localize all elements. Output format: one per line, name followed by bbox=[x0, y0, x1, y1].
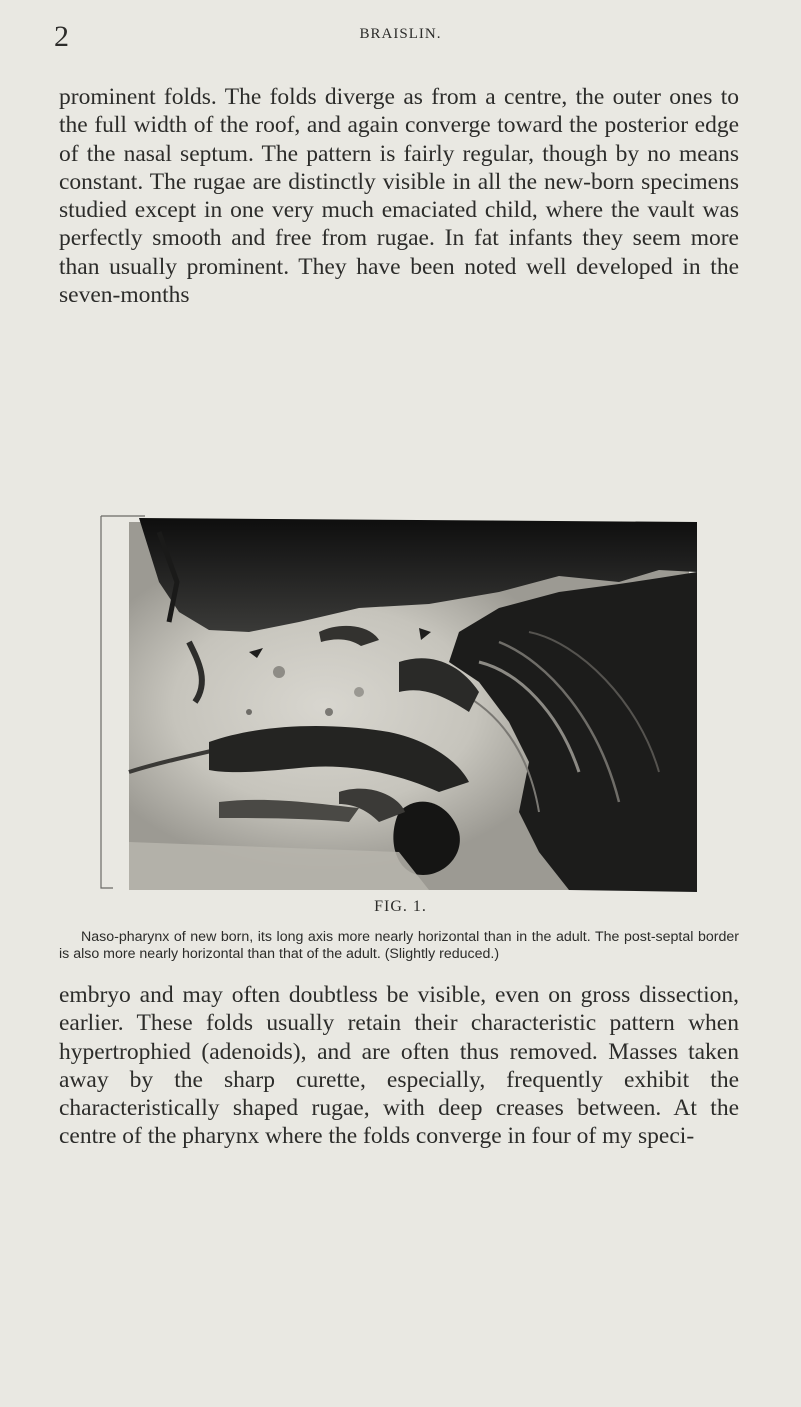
figure-label: FIG. 1. bbox=[374, 898, 427, 915]
body-paragraph-2: embryo and may often doubtless be visible, even on gross dissection, earlier. These folds usually retain their characteristic pattern when hypertrophied (adenoids), and are often thus removed. Masses taken away by the sharp curette, especially, frequently exhibit the characteristically shaped rugae, with deep creases between. At the centre of the pharynx where the folds converge in four of my speci- bbox=[59, 982, 739, 1150]
running-head: BRAISLIN. bbox=[359, 26, 442, 42]
page-number: 2 bbox=[54, 20, 69, 53]
figure-photograph bbox=[99, 512, 699, 892]
naso-pharynx-photograph bbox=[99, 512, 699, 892]
figure-caption bbox=[59, 929, 739, 963]
figure-caption-text: Naso-pharynx of new born, its long axis more nearly horizontal than in the adult. The post-septal border is also more nearly horizontal than that of the adult. (Slightly reduced.) bbox=[59, 929, 739, 962]
body-paragraph-1: prominent folds. The folds diverge as from a centre, the outer ones to the full width of the roof, and again converge toward the posterior edge of the nasal septum. The pattern is fairly regular, though by no means constant. The rugae are distinctly visible in all the new-born specimens studied except in one very much emaciated child, where the vault was perfectly smooth and free from rugae. In fat infants they seem more than usually prominent. They have been noted well developed in the seven-months bbox=[59, 84, 739, 309]
